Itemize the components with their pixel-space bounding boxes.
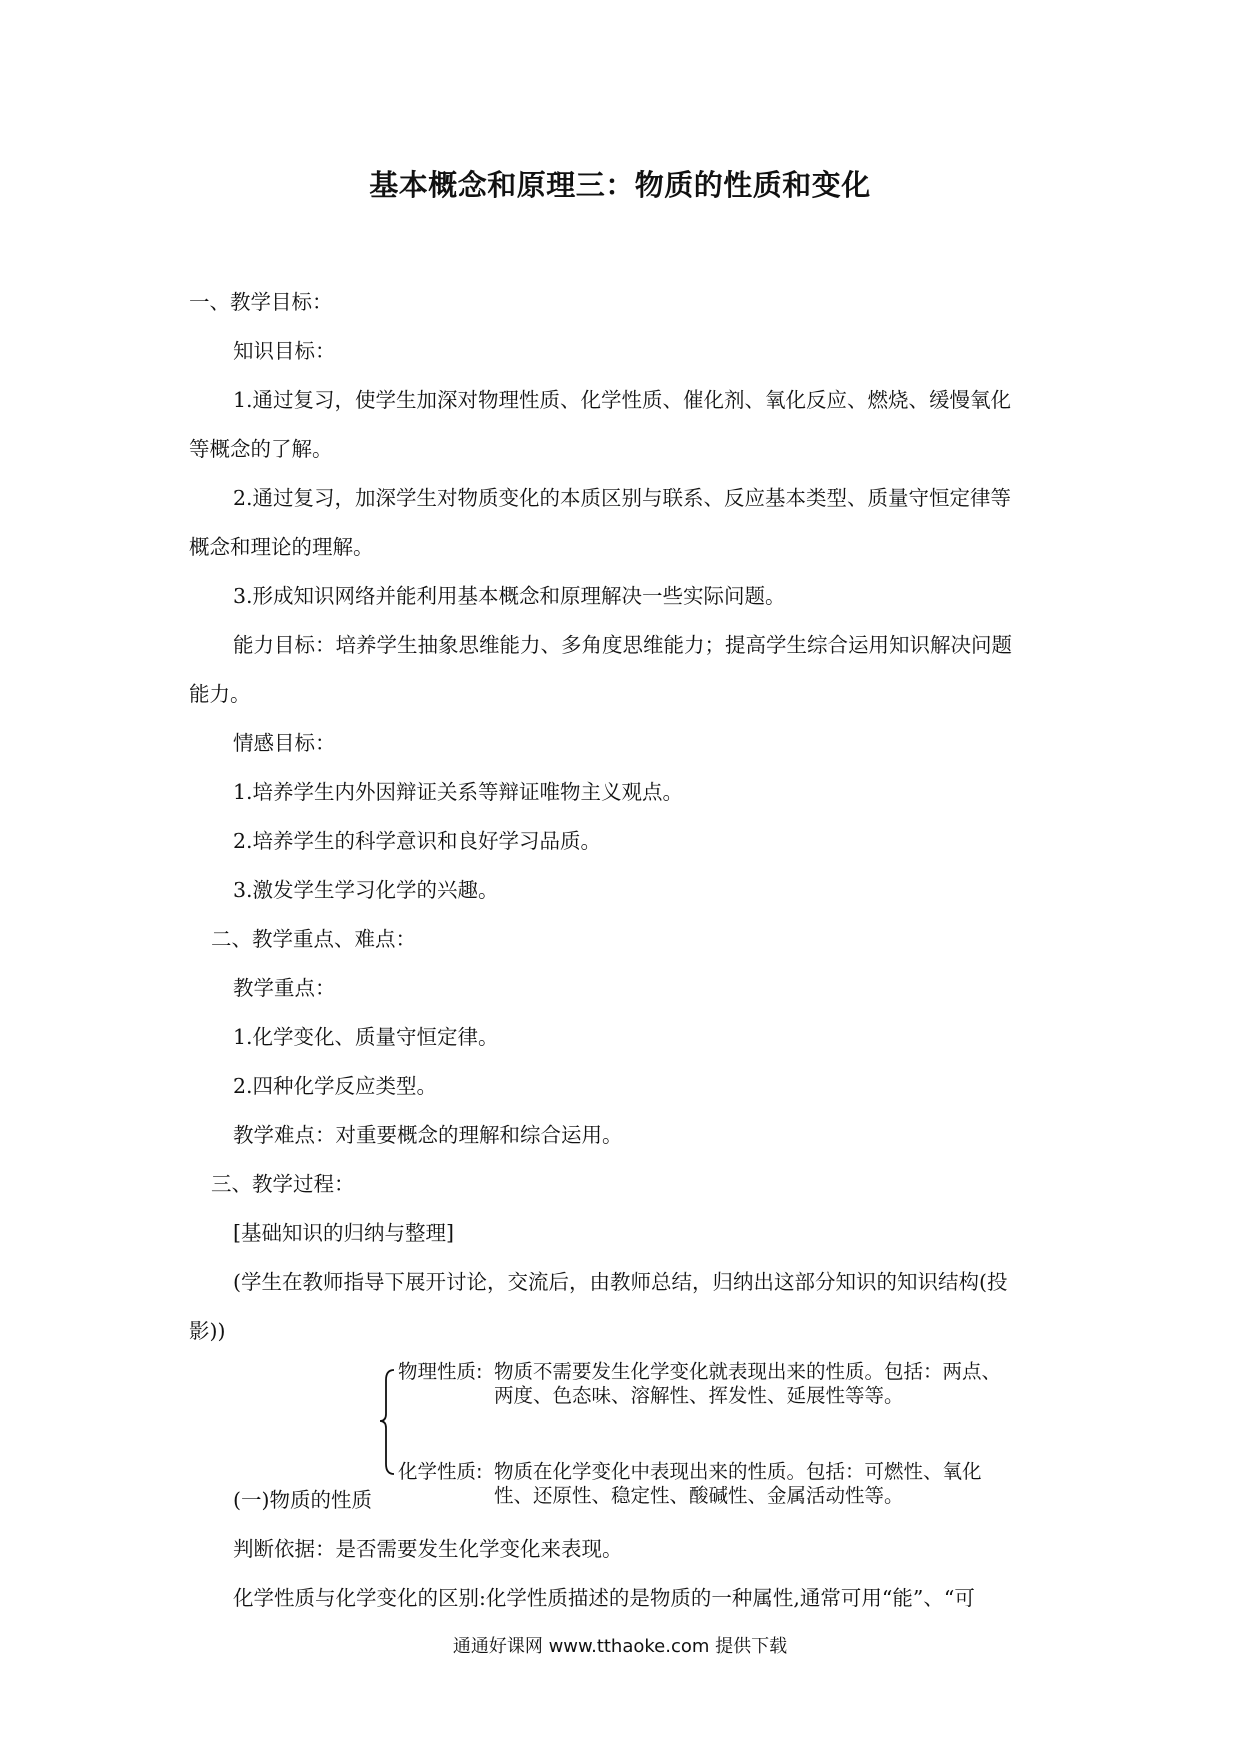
process-intro: (学生在教师指导下展开讨论，交流后，由教师总结，归纳出这部分知识的知识结构(投 bbox=[233, 1270, 1008, 1294]
brace-icon bbox=[378, 1360, 400, 1482]
chemical-property-desc-1: 物质在化学变化中表现出来的性质。包括：可燃性、氧化 bbox=[494, 1460, 982, 1483]
physical-property-label: 物理性质: bbox=[398, 1360, 483, 1383]
section-heading-process: 三、教学过程： bbox=[211, 1172, 355, 1196]
knowledge-objective-1: 1.通过复习，使学生加深对物理性质、化学性质、催化剂、氧化反应、燃烧、缓慢氧化 bbox=[233, 388, 1012, 412]
knowledge-objective-1-cont: 等概念的了解。 bbox=[189, 437, 333, 461]
key-point-2: 2.四种化学反应类型。 bbox=[233, 1074, 438, 1098]
subheading-emotional-objectives: 情感目标： bbox=[233, 731, 336, 755]
subsection-properties-of-matter: (一)物质的性质 bbox=[233, 1488, 372, 1512]
ability-objective: 能力目标：培养学生抽象思维能力、多角度思维能力；提高学生综合运用知识解决问题 bbox=[233, 633, 1012, 657]
physical-property-desc-1: 物质不需要发生化学变化就表现出来的性质。包括：两点、 bbox=[494, 1360, 1002, 1383]
difficult-point: 教学难点：对重要概念的理解和综合运用。 bbox=[233, 1123, 623, 1147]
chemical-property-desc-2: 性、还原性、稳定性、酸碱性、金属活动性等。 bbox=[494, 1484, 904, 1507]
knowledge-objective-2-cont: 概念和理论的理解。 bbox=[189, 535, 374, 559]
subheading-knowledge-objectives: 知识目标： bbox=[233, 339, 336, 363]
emotional-objective-2: 2.培养学生的科学意识和良好学习品质。 bbox=[233, 829, 602, 853]
subheading-basic-knowledge: [基础知识的归纳与整理] bbox=[233, 1221, 454, 1245]
section-heading-objectives: 一、教学目标： bbox=[189, 290, 333, 314]
property-vs-change: 化学性质与化学变化的区别:化学性质描述的是物质的一种属性,通常可用“能”、“可 bbox=[233, 1586, 975, 1610]
emotional-objective-1: 1.培养学生内外因辩证关系等辩证唯物主义观点。 bbox=[233, 780, 684, 804]
judgement-basis: 判断依据：是否需要发生化学变化来表现。 bbox=[233, 1537, 623, 1561]
process-intro-cont: 影)) bbox=[189, 1319, 226, 1343]
page-title: 基本概念和原理三：物质的性质和变化 bbox=[369, 168, 871, 202]
ability-objective-cont: 能力。 bbox=[189, 682, 251, 706]
chemical-property-label: 化学性质: bbox=[398, 1460, 483, 1483]
physical-property-desc-2: 两度、色态味、溶解性、挥发性、延展性等等。 bbox=[494, 1384, 904, 1407]
subheading-key-points: 教学重点： bbox=[233, 976, 336, 1000]
knowledge-objective-2: 2.通过复习，加深学生对物质变化的本质区别与联系、反应基本类型、质量守恒定律等 bbox=[233, 486, 1012, 510]
knowledge-objective-3: 3.形成知识网络并能利用基本概念和原理解决一些实际问题。 bbox=[233, 584, 786, 608]
key-point-1: 1.化学变化、质量守恒定律。 bbox=[233, 1025, 499, 1049]
emotional-objective-3: 3.激发学生学习化学的兴趣。 bbox=[233, 878, 499, 902]
page-footer: 通通好课网 www.tthaoke.com 提供下载 bbox=[452, 1636, 788, 1657]
properties-diagram bbox=[378, 1360, 1018, 1510]
section-heading-key-points: 二、教学重点、难点： bbox=[211, 927, 416, 951]
